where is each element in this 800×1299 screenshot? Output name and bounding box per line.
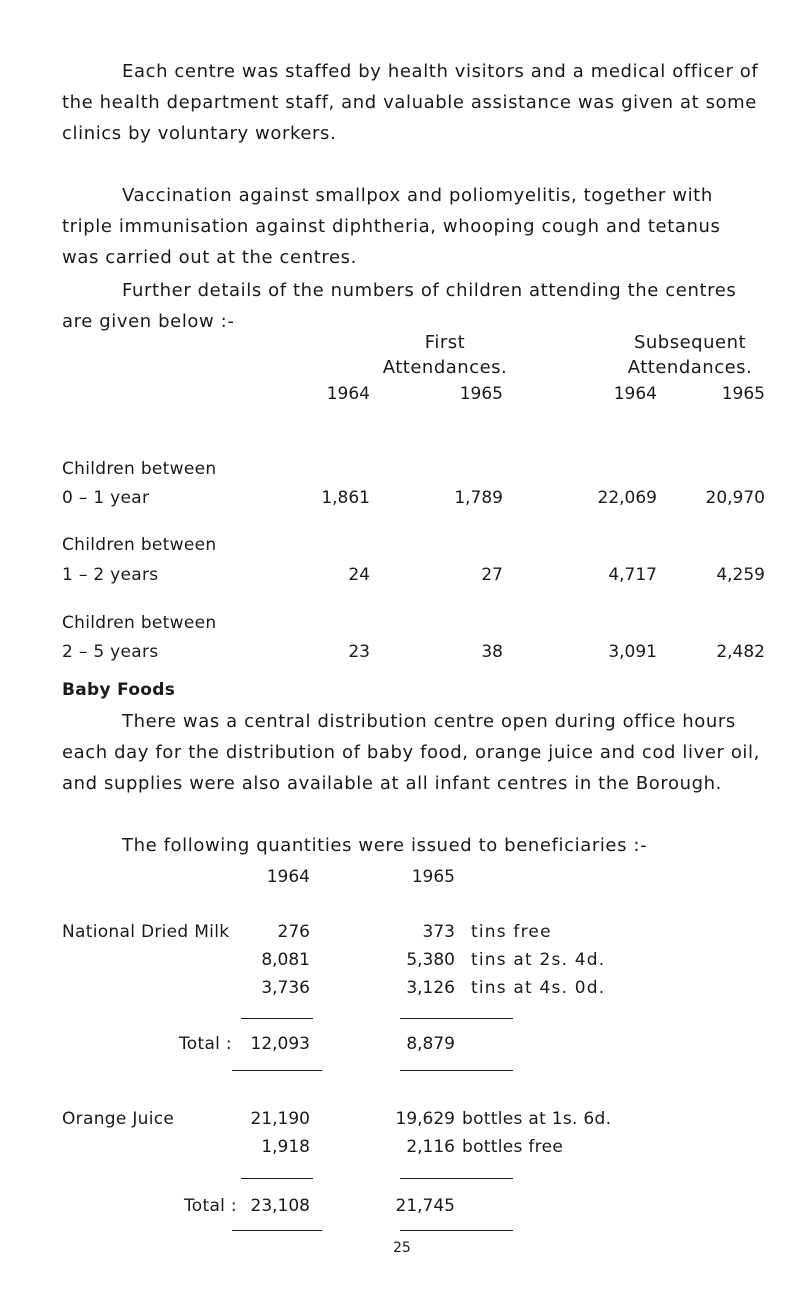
table-cell: 2,482 [716, 642, 765, 662]
table-cell-description: tins at 4s. 0d. [471, 978, 606, 998]
year-header: 1965 [411, 867, 455, 887]
total-value: 12,093 [250, 1034, 310, 1054]
table-cell: 22,069 [597, 488, 657, 508]
total-value: 23,108 [250, 1196, 310, 1216]
row-label: Children between [62, 535, 217, 555]
paragraph-distribution-centre: There was a central distribution centre open during office hours each day for the distribution of baby food, orange juice and cod liver oil, and supplies were also available at all infant centres in the Borough. [62, 711, 760, 794]
row-label: 2 – 5 years [62, 642, 159, 662]
divider [400, 1018, 513, 1019]
table-cell: 1,918 [261, 1137, 310, 1157]
table-cell: 24 [348, 565, 370, 585]
table-cell-description: bottles at 1s. 6d. [462, 1109, 612, 1129]
divider [241, 1178, 313, 1179]
paragraph-vaccination: Vaccination against smallpox and poliomyelitis, together with triple immunisation against diphtheria, whooping cough and tetanus was carried out at the centres. [62, 185, 721, 268]
table-cell: 23 [348, 642, 370, 662]
total-label: Total : [179, 1034, 232, 1054]
table-cell: 3,091 [608, 642, 657, 662]
paragraph-staffing: Each centre was staffed by health visitors and a medical officer of the health department staff, and valuable assistance was given at some clinics by voluntary workers. [62, 61, 759, 144]
paragraph-quantities-intro: The following quantities were issued to beneficiaries :- [122, 835, 648, 856]
table-cell-description: tins free [471, 922, 552, 942]
table-cell: 21,190 [250, 1109, 310, 1129]
row-label: Children between [62, 613, 217, 633]
table-cell: 20,970 [705, 488, 765, 508]
total-label: Total : [184, 1196, 237, 1216]
divider [241, 1018, 313, 1019]
table-cell: 276 [277, 922, 310, 942]
table-cell-description: tins at 2s. 4d. [471, 950, 606, 970]
table-cell: 1,861 [321, 488, 370, 508]
year-header: 1965 [459, 384, 503, 404]
header-first-attendances: First Attendances. [382, 332, 508, 378]
table-cell: 373 [422, 922, 455, 942]
divider [232, 1230, 322, 1231]
divider [232, 1070, 322, 1071]
row-label: 0 – 1 year [62, 488, 150, 508]
paragraph-further-details: Further details of the numbers of children attending the centres are given below :- [62, 280, 737, 332]
table-cell-description: bottles free [462, 1137, 564, 1157]
header-subsequent-attendances: Subsequent Attendances. [627, 332, 753, 378]
section-heading-baby-foods: Baby Foods [62, 680, 176, 700]
table-cell: 38 [481, 642, 503, 662]
table-cell: 3,736 [261, 978, 310, 998]
product-label-orange-juice: Orange Juice [62, 1109, 175, 1129]
product-label-national-dried-milk: National Dried Milk [62, 922, 230, 942]
total-value: 8,879 [406, 1034, 455, 1054]
row-label: Children between [62, 459, 217, 479]
divider [400, 1178, 513, 1179]
page-number: 25 [393, 1240, 411, 1256]
year-header: 1964 [326, 384, 370, 404]
year-header: 1964 [613, 384, 657, 404]
table-cell: 4,259 [716, 565, 765, 585]
row-label: 1 – 2 years [62, 565, 159, 585]
table-cell: 4,717 [608, 565, 657, 585]
table-cell: 1,789 [454, 488, 503, 508]
table-cell: 19,629 [395, 1109, 455, 1129]
table-cell: 27 [481, 565, 503, 585]
table-cell: 3,126 [406, 978, 455, 998]
divider [400, 1070, 513, 1071]
year-header: 1964 [266, 867, 310, 887]
divider [400, 1230, 513, 1231]
table-cell: 5,380 [406, 950, 455, 970]
table-cell: 2,116 [406, 1137, 455, 1157]
total-value: 21,745 [395, 1196, 455, 1216]
table-cell: 8,081 [261, 950, 310, 970]
year-header: 1965 [721, 384, 765, 404]
